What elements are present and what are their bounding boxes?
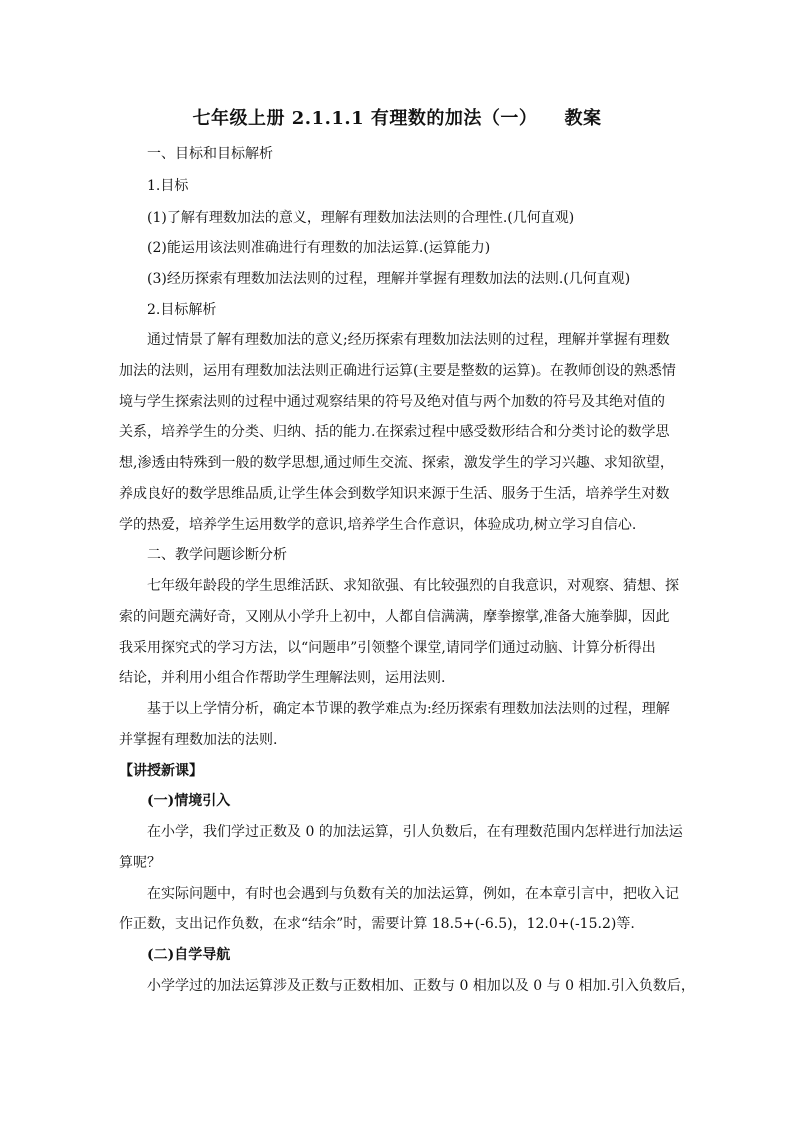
goal-item-3: (3)经历探索有理数加法法则的过程，理解并掌握有理数加法的法则.(几何直观) (147, 271, 631, 287)
paragraph-line: 结论，并利用小组合作帮助学生理解法则，运用法则. (119, 670, 446, 686)
goal-subheading: 1.目标 (147, 178, 189, 194)
paragraph-line: 养成良好的数学思维品质,让学生体会到数学知识来源于生活、服务于生活，培养学生对数 (119, 486, 670, 502)
paragraph-line: 基于以上学情分析，确定本节课的教学难点为:经历探索有理数加法法则的过程，理解 (147, 701, 670, 717)
paragraph-line: 七年级年龄段的学生思维活跃、求知欲强、有比较强烈的自我意识，对观察、猜想、探 (147, 578, 679, 594)
paragraph-line: 索的问题充满好奇，又刚从小学升上初中，人都自信满满，摩拳擦掌,准备大施拳脚，因此 (119, 609, 670, 625)
goal-item-2: (2)能运用该法则准确进行有理数的加法运算.(运算能力) (147, 240, 491, 256)
paragraph-line: 在小学，我们学过正数及 0 的加法运算，引人负数后，在有理数范围内怎样进行加法运 (147, 824, 683, 840)
intro-subheading: (一)情境引入 (147, 793, 231, 809)
paragraph-line: 小学学过的加法运算涉及正数与正数相加、正数与 0 相加以及 0 与 0 相加.引入负数后， (147, 978, 695, 994)
paragraph-line: 作正数，支出记作负数，在求“结余”时，需要计算 18.5+(-6.5)，12.0+(-15.2)等. (119, 916, 635, 932)
new-lesson-heading: 【讲授新课】 (119, 763, 203, 779)
paragraph-line: 并掌握有理数加法的法则. (119, 732, 278, 748)
page-title: 七年级上册 2.1.1.1 有理数的加法（一） 教案 (192, 108, 602, 129)
paragraph-line: 算呢？ (119, 855, 161, 871)
paragraph-line: 境与学生探索法则的过程中通过观察结果的符号及绝对值与两个加数的符号及其绝对值的 (119, 394, 665, 410)
paragraph-line: 关系，培养学生的分类、归纳、括的能力.在探索过程中感受数形结合和分类讨论的数学思 (119, 424, 670, 440)
goal-item-1: (1)了解有理数加法的意义，理解有理数加法法则的合理性.(几何直观) (147, 210, 575, 226)
section-heading-goals: 一、目标和目标解析 (147, 146, 273, 162)
paragraph-line: 加法的法则，运用有理数加法法则正确进行运算(主要是整数的运算)。在教师创设的熟悉情 (119, 363, 676, 379)
paragraph-line: 在实际问题中，有时也会遇到与负数有关的加法运算，例如，在本章引言中，把收入记 (147, 886, 679, 902)
section-heading-diagnosis: 二、教学问题诊断分析 (147, 547, 287, 563)
paragraph-line: 学的热爱，培养学生运用数学的意识,培养学生合作意识，体验成功,树立学习自信心. (119, 517, 637, 533)
self-study-subheading: (二)自学导航 (147, 947, 231, 963)
paragraph-line: 通过情景了解有理数加法的意义;经历探索有理数加法法则的过程，理解并掌握有理数 (147, 332, 670, 348)
analysis-subheading: 2.目标解析 (147, 302, 217, 318)
paragraph-line: 我采用探究式的学习方法，以“问题串”引领整个课堂,请同学们通过动脑、计算分析得出 (119, 640, 656, 656)
paragraph-line: 想,渗透由特殊到一般的数学思想,通过师生交流、探索，激发学生的学习兴趣、求知欲望， (119, 455, 674, 471)
